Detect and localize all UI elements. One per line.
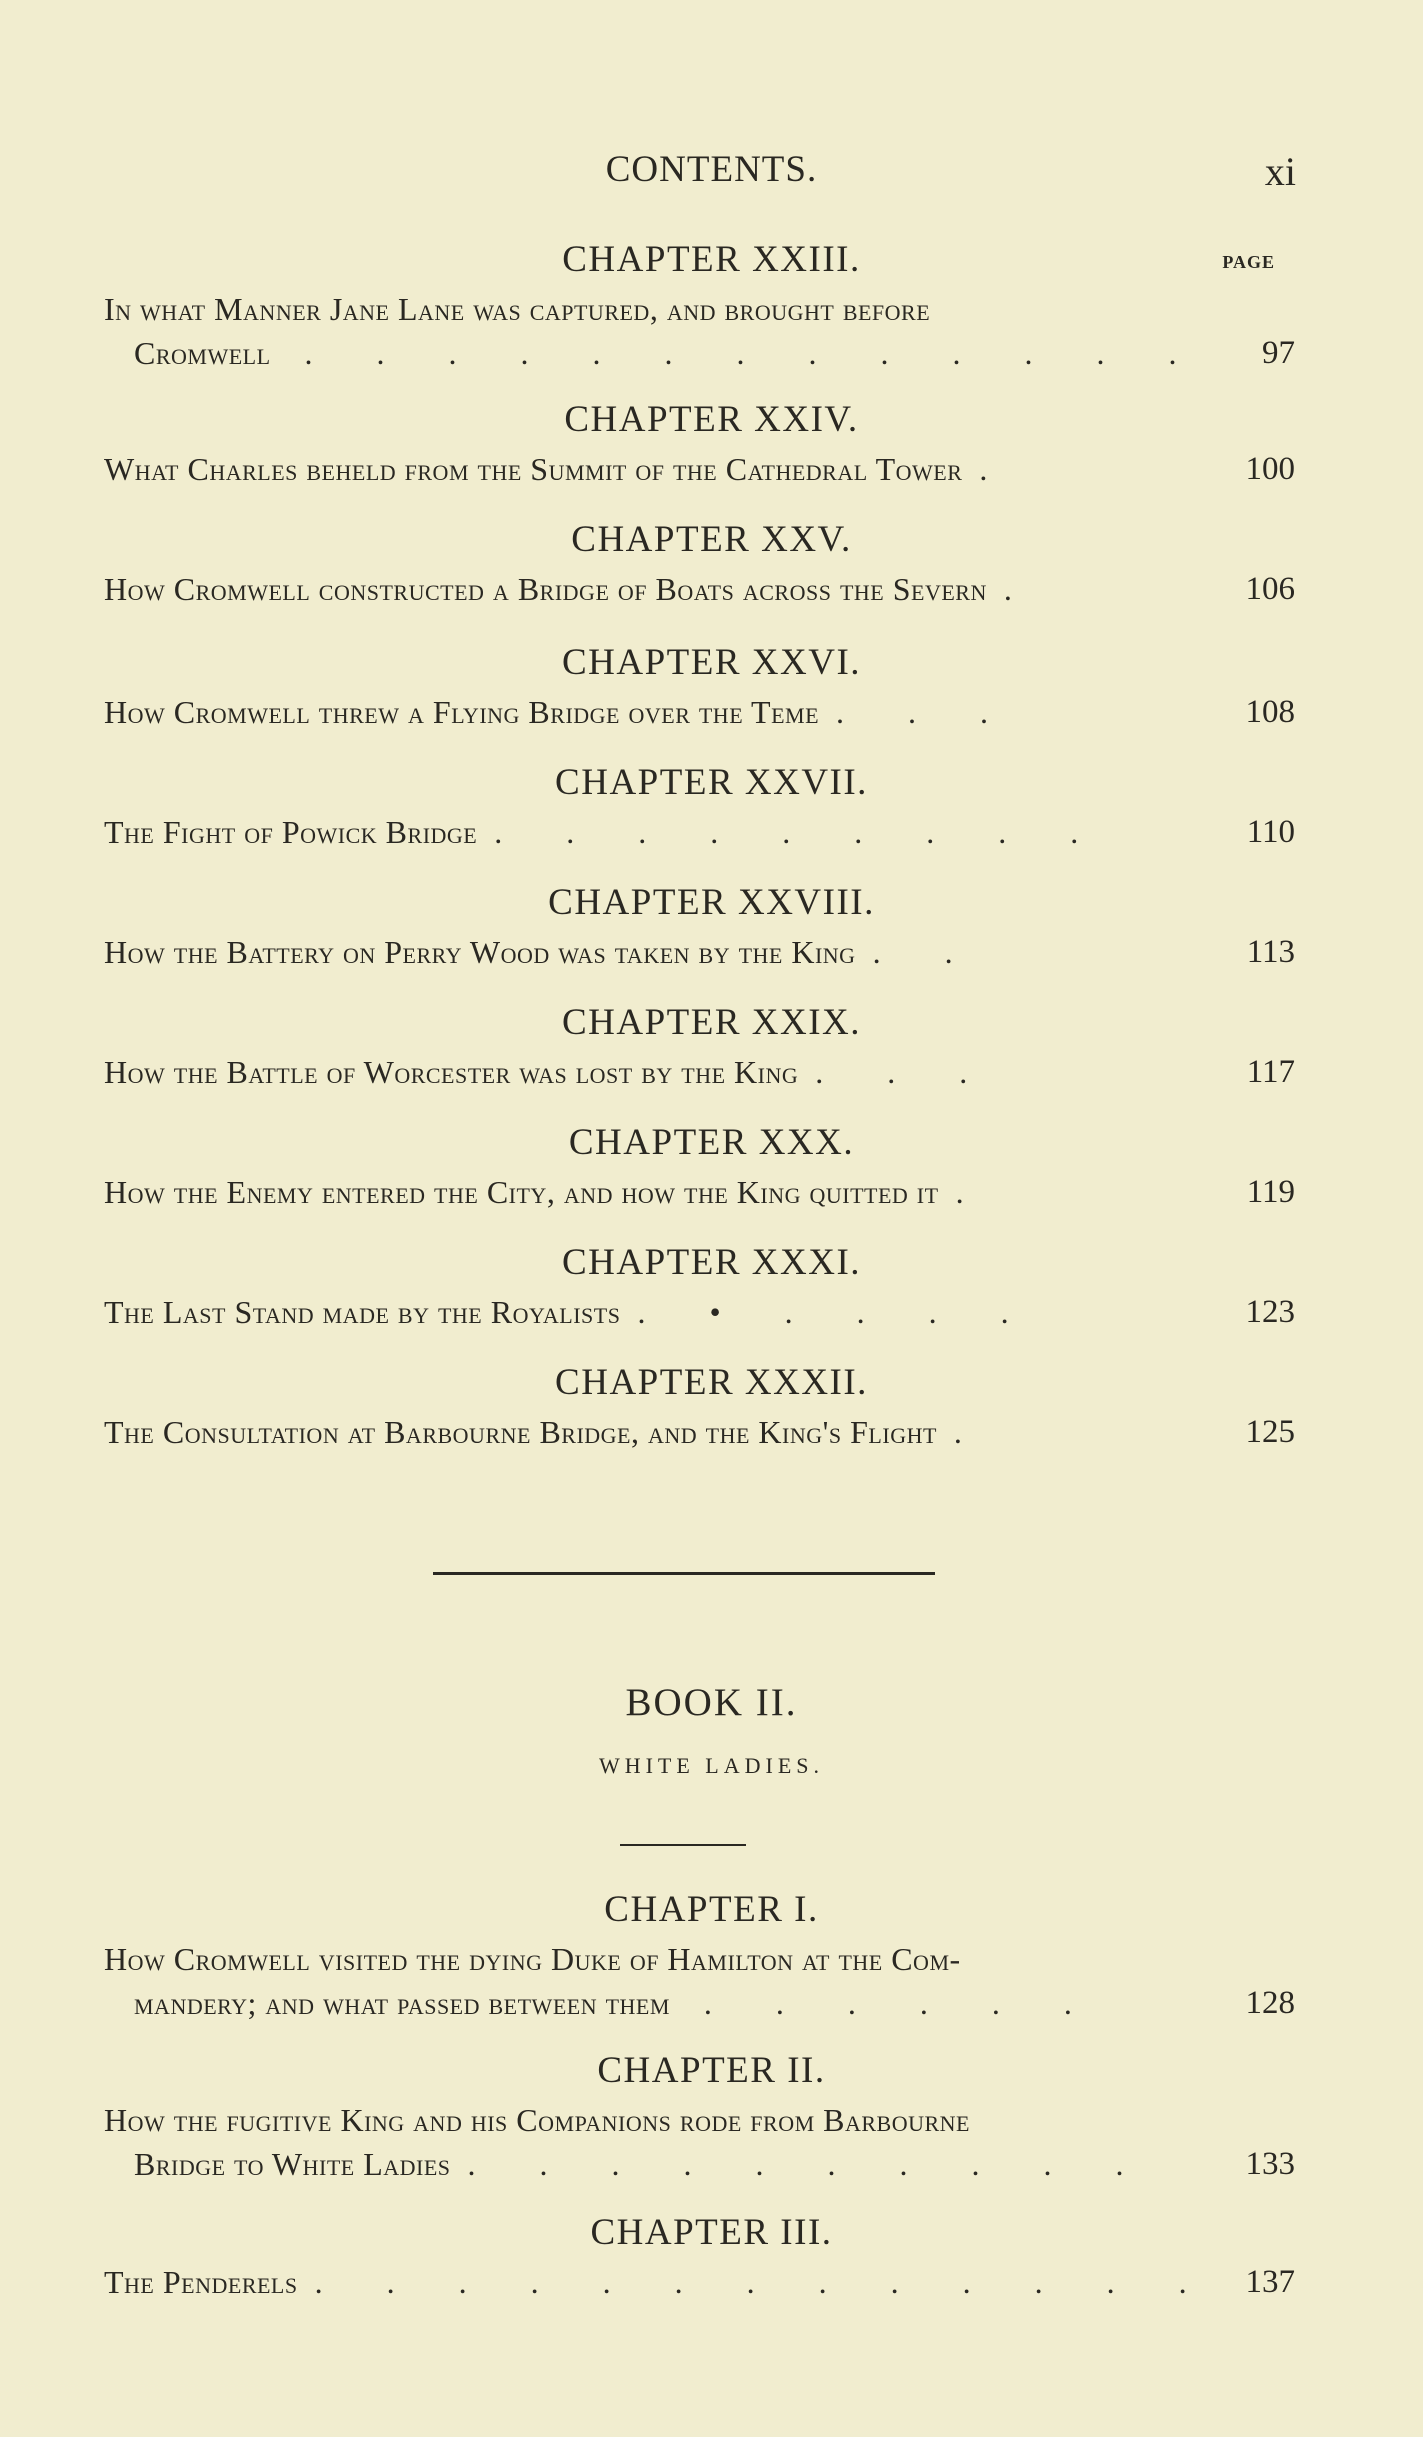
dot-leader: . . . . . . . . . . xyxy=(467,2146,1152,2182)
chapter-heading: CHAPTER XXVIII. xyxy=(548,882,875,923)
dot-leader: . . . xyxy=(815,1054,996,1090)
entry-title: The Last Stand made by the Royalists xyxy=(104,1294,621,1330)
toc-book2-chapter-ii xyxy=(0,2049,1423,2186)
chapter-heading: CHAPTER XXV. xyxy=(571,519,852,560)
entry-title-line1: In what Manner Jane Lane was captured, and brought before xyxy=(104,291,931,327)
dot-leader: . . xyxy=(872,934,981,970)
header-title: CONTENTS. xyxy=(605,149,818,190)
entry-page-number: 110 xyxy=(1246,814,1295,850)
entry-title-line1: How the fugitive King and his Companions rode from Barbourne xyxy=(104,2102,970,2138)
entry-page-number: 97 xyxy=(1262,335,1295,371)
entry-page-number: 108 xyxy=(1245,694,1295,730)
short-divider xyxy=(620,1844,746,1846)
dot-leader: . xyxy=(955,1174,992,1210)
dot-leader: . . . . . . . . . . . . . xyxy=(314,2264,1215,2300)
page-header xyxy=(100,148,1323,198)
entry-page-number: 117 xyxy=(1246,1054,1295,1090)
entry-title: How the Battery on Perry Wood was taken by the King xyxy=(104,934,856,970)
entry-title: How the Battle of Worcester was lost by the King xyxy=(104,1054,799,1090)
entry-title-line2: Bridge to White Ladies xyxy=(134,2146,451,2182)
entry-title: The Fight of Powick Bridge xyxy=(104,814,478,850)
toc-entry[interactable] xyxy=(104,1937,1295,2025)
entry-title: How Cromwell threw a Flying Bridge over the Teme xyxy=(104,694,820,730)
entry-page-number: 137 xyxy=(1245,2264,1295,2300)
entry-page-number: 113 xyxy=(1246,934,1295,970)
chapter-heading: CHAPTER XXXI. xyxy=(561,1242,862,1283)
toc-entry[interactable] xyxy=(104,1290,1295,1334)
chapter-heading: CHAPTER XXIV. xyxy=(564,399,859,440)
entry-page-number: 123 xyxy=(1245,1294,1295,1330)
chapter-heading: CHAPTER XXX. xyxy=(568,1122,855,1163)
chapter-heading: CHAPTER XXVII. xyxy=(555,762,868,803)
chapter-heading: CHAPTER II. xyxy=(597,2050,826,2091)
toc-chapter-xxvii xyxy=(0,761,1423,854)
dot-leader: . xyxy=(979,451,1016,487)
dot-leader: . . . xyxy=(836,694,1017,730)
toc-chapter-xxxi xyxy=(0,1241,1423,1334)
entry-page-number: 133 xyxy=(1245,2146,1295,2182)
chapter-heading: CHAPTER XXVI. xyxy=(561,642,862,683)
toc-entry[interactable] xyxy=(104,930,1295,974)
dot-leader: . . . . . . . . . xyxy=(494,814,1107,850)
book-title: BOOK II. xyxy=(625,1681,798,1724)
toc-entry[interactable] xyxy=(104,1410,1295,1454)
toc-book2-chapter-i xyxy=(0,1888,1423,2025)
entry-page-number: 125 xyxy=(1245,1414,1295,1450)
toc-entry[interactable] xyxy=(104,447,1295,491)
dot-leader: . . . . . . xyxy=(703,1985,1100,2021)
chapter-heading: CHAPTER XXXII. xyxy=(555,1362,868,1403)
chapter-heading: CHAPTER III. xyxy=(590,2212,833,2253)
dot-leader: . xyxy=(953,1414,990,1450)
entry-title: How the Enemy entered the City, and how the King quitted it xyxy=(104,1174,939,1210)
header-page-number: xi xyxy=(1264,149,1296,194)
toc-chapter-xxiii xyxy=(0,238,1423,375)
section-divider xyxy=(433,1572,935,1575)
entry-page-number: 100 xyxy=(1245,451,1295,487)
entry-title: How Cromwell constructed a Bridge of Boats across the Severn xyxy=(104,571,987,607)
entry-page-number: 119 xyxy=(1246,1174,1295,1210)
toc-entry[interactable] xyxy=(104,1170,1295,1214)
toc-chapter-xxvi xyxy=(0,641,1423,734)
chapter-heading: CHAPTER XXIX. xyxy=(561,1002,862,1043)
toc-entry[interactable] xyxy=(104,2098,1295,2186)
toc-entry[interactable] xyxy=(104,1050,1295,1094)
toc-entry[interactable] xyxy=(104,2260,1295,2304)
entry-page-number: 106 xyxy=(1245,571,1295,607)
toc-entry[interactable] xyxy=(104,287,1295,375)
toc-chapter-xxviii xyxy=(0,881,1423,974)
chapter-heading: CHAPTER I. xyxy=(604,1889,819,1930)
entry-page-number: 128 xyxy=(1245,1985,1295,2021)
toc-entry[interactable] xyxy=(104,690,1295,734)
toc-chapter-xxxii xyxy=(0,1361,1423,1454)
toc-chapter-xxix xyxy=(0,1001,1423,1094)
toc-chapter-xxv xyxy=(0,518,1423,611)
entry-title: The Penderels xyxy=(104,2264,298,2300)
chapter-heading: CHAPTER XXIII. xyxy=(562,239,861,280)
dot-leader: . . . . . . . . . . . . . xyxy=(304,335,1205,371)
toc-entry[interactable] xyxy=(104,810,1295,854)
entry-title: The Consultation at Barbourne Bridge, and the King's Flight xyxy=(104,1414,937,1450)
entry-title-line2: mandery; and what passed between them xyxy=(134,1985,670,2021)
toc-chapter-xxx xyxy=(0,1121,1423,1214)
dot-leader: . xyxy=(1003,571,1040,607)
page-column-label: PAGE xyxy=(1222,252,1275,272)
toc-book2-chapter-iii xyxy=(0,2211,1423,2304)
entry-title-line1: How Cromwell visited the dying Duke of Hamilton at the Com- xyxy=(104,1941,961,1977)
toc-chapter-xxiv xyxy=(0,398,1423,491)
toc-entry[interactable] xyxy=(104,567,1295,611)
book-subtitle: WHITE LADIES. xyxy=(598,1753,825,1778)
entry-title: What Charles beheld from the Summit of the Cathedral Tower xyxy=(104,451,963,487)
dot-leader: . • . . . . xyxy=(637,1294,1037,1330)
entry-title-line2: Cromwell xyxy=(134,335,271,371)
